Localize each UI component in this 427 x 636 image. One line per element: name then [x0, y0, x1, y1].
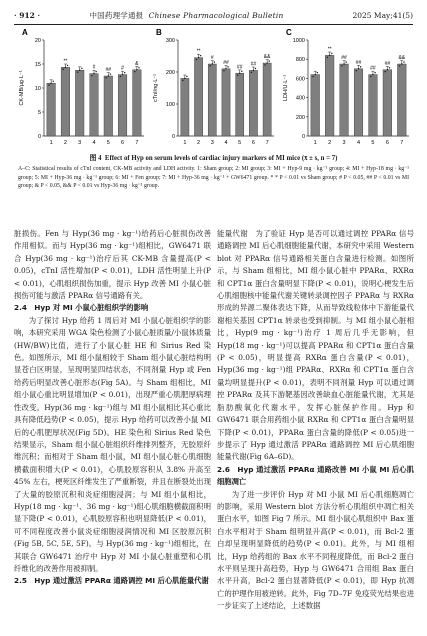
y-tick-label: 1000 — [292, 38, 305, 44]
chart-svg — [148, 26, 278, 150]
x-tick-label: 7 — [135, 140, 139, 146]
x-tick-label: 2 — [63, 140, 67, 146]
y-tick-label: 15 — [34, 62, 41, 68]
data-point — [53, 81, 54, 82]
significance-label: ## — [223, 59, 229, 66]
data-point — [120, 76, 121, 77]
data-point — [50, 83, 51, 84]
significance-label: ## — [341, 55, 347, 62]
bar — [249, 70, 257, 136]
bar — [263, 63, 271, 136]
significance-label: ## — [250, 61, 257, 68]
data-point — [241, 71, 242, 72]
data-point — [186, 76, 187, 77]
bar — [194, 58, 202, 136]
panel-letter: B — [156, 28, 162, 37]
bar — [90, 74, 99, 136]
y-axis-label: CK-MB/μg·L⁻¹ — [19, 70, 25, 106]
data-point — [253, 70, 254, 71]
figure-number: 图 4 — [89, 155, 102, 162]
chart-svg — [278, 26, 413, 150]
significance-label: ** — [63, 58, 68, 65]
data-point — [237, 75, 238, 76]
bar — [354, 69, 363, 136]
x-tick-label: 6 — [385, 140, 389, 146]
y-tick-label: 100 — [165, 102, 175, 108]
data-point — [81, 68, 82, 69]
data-point — [214, 61, 215, 62]
data-point — [266, 62, 267, 63]
data-point — [358, 68, 359, 69]
x-tick-label: 7 — [265, 140, 269, 146]
figure-caption-note: A–C: Statistical results of cTnI content, CK-MB activity and LDH activity. 1: Sham group; 2: MI group; 3: MI + Hyp-9 mg · kg⁻¹ group; 4: MI + Hyp-18 mg · kg⁻¹ group; 5: MI + Hyp-36 mg · kg⁻¹ group; 6: MI + Fen group; 7: MI + Hyp-36 mg · kg⁻¹ + GW6471 group. * * P < 0.01 vs Sham group; # P < 0.05, ## P < 0.01 vs MI group; & P < 0.05, && P < 0.01 vs Hyp-36 mg · kg⁻¹ group. — [18, 166, 409, 190]
data-point — [138, 67, 139, 68]
body-column-right — [217, 228, 414, 630]
section-heading: 2.6 Hyp 通过激活 PPARα 通路改善 MI 小鼠 MI 后心肌细胞凋亡 — [217, 464, 414, 487]
significance-label: & — [135, 60, 139, 67]
significance-label: # — [210, 55, 214, 62]
section-heading: 2.5 Hyp 通过激活 PPARα 通路调控 MI 后心肌能量代谢 — [14, 576, 209, 586]
data-point — [403, 61, 404, 62]
data-point — [223, 70, 224, 71]
bar — [133, 70, 142, 136]
significance-label: ## — [105, 67, 112, 74]
y-axis-label: cTnI/ng·L⁻¹ — [153, 74, 159, 102]
y-tick-label: 0 — [171, 134, 175, 140]
x-tick-label: 2 — [197, 140, 201, 146]
y-tick-label: 200 — [165, 70, 175, 76]
x-tick-label: 1 — [313, 140, 317, 146]
y-tick-label: 300 — [165, 38, 175, 44]
body-column-left — [14, 228, 211, 630]
significance-label: ** — [327, 46, 332, 53]
significance-label: ** — [196, 48, 201, 55]
body-paragraph: 脏损伤。Fen 与 Hyp(36 mg · kg⁻¹)给药后心脏损伤改善作用相似。而与 Hyp(36 mg · kg⁻¹)组相比，GW6471 联合 Hyp(36 mg · kg⁻¹)治疗后其 CK-MB 含量提高(P < 0.05)，cTnI 活性增加(P < 0.01)，LDH 活性明显上升(P < 0.01)，心肌组织损伤加重，提示 Hyp 改善 MI 小鼠心脏损伤可能与激活 PPARα 信号通路有关。 — [14, 229, 211, 301]
y-tick-label: 800 — [295, 57, 305, 64]
bar — [325, 55, 334, 136]
page-number: · 912 · — [14, 10, 41, 20]
data-point — [79, 70, 80, 71]
x-tick-label: 1 — [49, 140, 53, 146]
data-point — [63, 69, 64, 70]
data-point — [315, 74, 316, 75]
x-tick-label: 6 — [251, 140, 255, 146]
chart-svg — [14, 26, 148, 150]
y-tick-label: 0 — [301, 134, 305, 140]
y-axis-label: LDH/U·L⁻¹ — [283, 74, 289, 102]
data-point — [327, 57, 328, 58]
significance-label: ## — [384, 60, 391, 67]
significance-label: && — [263, 54, 271, 61]
data-point — [251, 72, 252, 73]
x-tick-label: 5 — [371, 140, 375, 146]
x-tick-label: 3 — [342, 140, 346, 146]
bar — [236, 73, 244, 136]
data-point — [269, 60, 270, 61]
data-point — [343, 63, 344, 64]
x-tick-label: 1 — [183, 140, 187, 146]
bar — [75, 70, 84, 136]
y-tick-label: 5 — [37, 110, 41, 116]
header-rule — [14, 24, 413, 25]
data-point — [331, 53, 332, 54]
data-point — [346, 61, 347, 62]
journal-title-en: Chinese Pharmacological Bulletin — [148, 10, 284, 20]
bar — [340, 64, 349, 136]
data-point — [110, 73, 111, 74]
data-point — [264, 64, 265, 65]
chart-panel-b — [148, 26, 278, 150]
data-point — [182, 80, 183, 81]
bar — [311, 75, 320, 136]
data-point — [210, 65, 211, 66]
data-point — [356, 70, 357, 71]
x-tick-label: 3 — [78, 140, 82, 146]
figure-title-en: Effect of Hyp on serum levels of cardiac injury markers of MI mice — [104, 155, 301, 162]
x-tick-label: 4 — [92, 140, 96, 146]
panel-letter: C — [286, 28, 292, 37]
panel-letter: A — [22, 28, 28, 37]
significance-label: ## — [355, 59, 362, 66]
data-point — [374, 72, 375, 73]
bar — [47, 83, 56, 136]
y-tick-label: 200 — [295, 114, 305, 121]
y-tick-label: 20 — [34, 38, 41, 44]
data-point — [329, 55, 330, 56]
data-point — [91, 75, 92, 76]
journal-title — [50, 10, 323, 21]
data-point — [105, 77, 106, 78]
data-point — [48, 84, 49, 85]
bar — [104, 76, 113, 136]
data-point — [124, 72, 125, 73]
x-tick-label: 4 — [356, 140, 361, 146]
figure-caption-title — [14, 152, 413, 162]
data-point — [108, 75, 109, 76]
data-point — [198, 57, 199, 58]
x-tick-label: 7 — [400, 140, 404, 146]
data-point — [370, 76, 371, 77]
x-tick-label: 6 — [121, 140, 125, 146]
x-tick-label: 4 — [224, 140, 228, 146]
data-point — [65, 67, 66, 68]
x-tick-label: 5 — [238, 140, 242, 146]
data-point — [389, 67, 390, 68]
significance-label: ## — [370, 65, 376, 72]
bar — [61, 67, 70, 136]
data-point — [312, 76, 313, 77]
data-point — [134, 71, 135, 72]
issue-info: 2025 May;41(5) — [352, 10, 413, 20]
y-tick-label: 400 — [295, 95, 305, 102]
significance-label: # — [121, 65, 124, 72]
data-point — [184, 78, 185, 79]
data-point — [341, 65, 342, 66]
x-tick-label: 5 — [106, 140, 110, 146]
page-header — [14, 8, 413, 22]
bar — [222, 69, 230, 136]
data-point — [401, 63, 402, 64]
data-point — [200, 55, 201, 56]
bar — [181, 78, 189, 136]
data-point — [136, 69, 137, 70]
y-tick-label: 0 — [37, 134, 41, 140]
chart-panel-c — [278, 26, 413, 150]
data-point — [317, 72, 318, 73]
bar — [397, 64, 406, 136]
bar — [383, 70, 392, 136]
bar — [208, 64, 216, 136]
figure-stats: (x̄ ± s, n = 7) — [301, 155, 338, 162]
x-tick-label: 2 — [328, 140, 332, 146]
journal-title-cn: 中国药理学通报 — [89, 10, 144, 20]
bar — [369, 75, 378, 136]
x-tick-label: 3 — [210, 140, 214, 146]
y-tick-label: 10 — [34, 86, 41, 92]
body-paragraph: 为了进一步评价 Hyp 对 MI 小鼠 MI 后心肌细胞凋亡的影响，采用 Western blot 方法分析心肌组织中凋亡相关蛋白水平，如图 Fig 7 所示。MI 组小鼠心肌组织中 Bax 蛋白水平相对于 Sham 组明显升高(P < 0.01)，而 Bcl-2 蛋白却呈现明显降低的趋势(P < 0.01)。此外，与 MI 组相比，Hyp 给药组的 Bax 水平不同程度降低，而 Bcl-2 蛋白水平则呈现升高趋势，Hyp 与 GW6471 合用组 Bax 蛋白水平升高，Bcl-2 蛋白显著降低(P < 0.01)，即 Hyp 抗凋亡的护理作用被逆转。此外，Fig 7D–7F 免疫荧光结果也进一步证实了上述结论，上述数据 — [217, 489, 414, 611]
y-tick-label: 600 — [295, 76, 305, 83]
data-point — [227, 66, 228, 67]
data-point — [387, 69, 388, 70]
data-point — [212, 63, 213, 64]
data-point — [196, 59, 197, 60]
data-point — [67, 65, 68, 66]
data-point — [93, 73, 94, 74]
chart-panel-a — [14, 26, 148, 150]
significance-label: && — [398, 55, 406, 62]
significance-label: ## — [236, 64, 243, 71]
body-paragraph: 为了探讨 Hyp 给药 1 周后对 MI 小鼠心脏组织学的影响，本研究采用 WGA 染色检测了小鼠心脏质量/小鼠体质量(HW/BW)比值，进行了小鼠心脏 HE 和 Sirius Red 染色。如图所示，MI 组小鼠相较于 Sham 组小鼠心脏结构明显苍白区明显，呈现明显四结状态，不同剂量 Hyp 或 Fen 给药后明显改善心脏形态(Fig 5A)。与 Sham 组相比，MI 组小鼠心重比明显增加(P < 0.01)，出现严重心肌肥厚病理性改变。Hyp(36 mg · kg⁻¹)组与 MI 组小鼠相比其心重比具有降低趋势(P < 0.05)，提示 Hyp 给药可以改善小鼠 MI 后的心肌肥厚状况(Fig 5D)。HE 染色和 Sirius Red 染色结果显示，Sham 组小鼠心脏组织纤维排列整齐，无胶原纤维沉积；而相对于 Sham 组小鼠，MI 组小鼠心脏心肌细胞横截面积增大(P < 0.01)，心肌胶原容积从 3.8% 升高至 45% 左右，梗死区纤维发生了严重断裂，并且在断裂处出现了大量的胶原沉积和炎症细胞浸润；与 MI 组小鼠相比，Hyp(18 mg · kg⁻¹、36 mg · kg⁻¹)组心肌细胞横截面积明显下降(P < 0.01)，心肌胶原容积也明显降低(P < 0.01)，可不同程度改善小鼠炎症细胞浸润情况和 MI 区胶原沉积(Fig 5B, 5C, 5E, 5F)。与 Hyp(36 mg · kg⁻¹)组相比，在其联合 GW6471 治疗中 Hyp 对 MI 小鼠心脏重塑和心肌纤维化的改善作用被抑制。 — [14, 315, 211, 573]
data-point — [360, 66, 361, 67]
data-point — [399, 65, 400, 66]
data-point — [122, 74, 123, 75]
significance-label: # — [92, 64, 96, 71]
data-point — [255, 68, 256, 69]
data-point — [77, 71, 78, 72]
data-point — [372, 74, 373, 75]
data-point — [225, 68, 226, 69]
data-point — [384, 71, 385, 72]
data-point — [239, 73, 240, 74]
bar — [118, 75, 127, 136]
data-point — [95, 71, 96, 72]
section-heading: 2.4 Hyp 对 MI 小鼠心脏组织学的影响 — [14, 303, 149, 313]
body-paragraph: 能量代谢 为了验证 Hyp 是否可以通过调控 PPARα 信号通路调控 MI 后心肌细胞能量代谢，本研究中采用 Western blot 对 PPARα 信号通路相关蛋白含量进行检测。如图所示，与 Sham 组相比，MI 组小鼠心脏中 PPARα、RXRα 和 CPT1α 蛋白含量明显下降(P < 0.01)，说明心梗发生后心肌细胞核中能量代谢关键转录调控因子 PPARα 与 RXRα 形成的异源二聚体表达下降，从而导致线粒体中下游能量代谢相关基因 CPT1α 转录也受到抑制。与 MI 组小鼠心脏相比，Hyp(9 mg · kg⁻¹)治疗 1 周后几乎无影响，但 Hyp(18 mg · kg⁻¹)可以提高 PPARα 和 CPT1α 蛋白含量(P < 0.05)，明显提高 RXRα 蛋白含量(P < 0.01)，Hyp(36 mg · kg⁻¹)组 PPARα、RXRα 和 CPT1α 蛋白含量均明显提升(P < 0.01)，表明不同剂量 Hyp 可以通过调控 PPARα 及其下游靶基因改善缺血心脏能量代谢，尤其是脂肪酸氧化代谢水平，发挥心脏保护作用。Hyp 和 GW6471 联合用药组小鼠 RXRα 和 CPT1α 蛋白含量明显下降(P < 0.01)，PPARα 蛋白含量的降低(P < 0.05)进一步提示了 Hyp 通过激活 PPARα 通路调控 MI 后心肌细胞能量代谢(Fig 6A–6D)。 — [217, 229, 414, 462]
